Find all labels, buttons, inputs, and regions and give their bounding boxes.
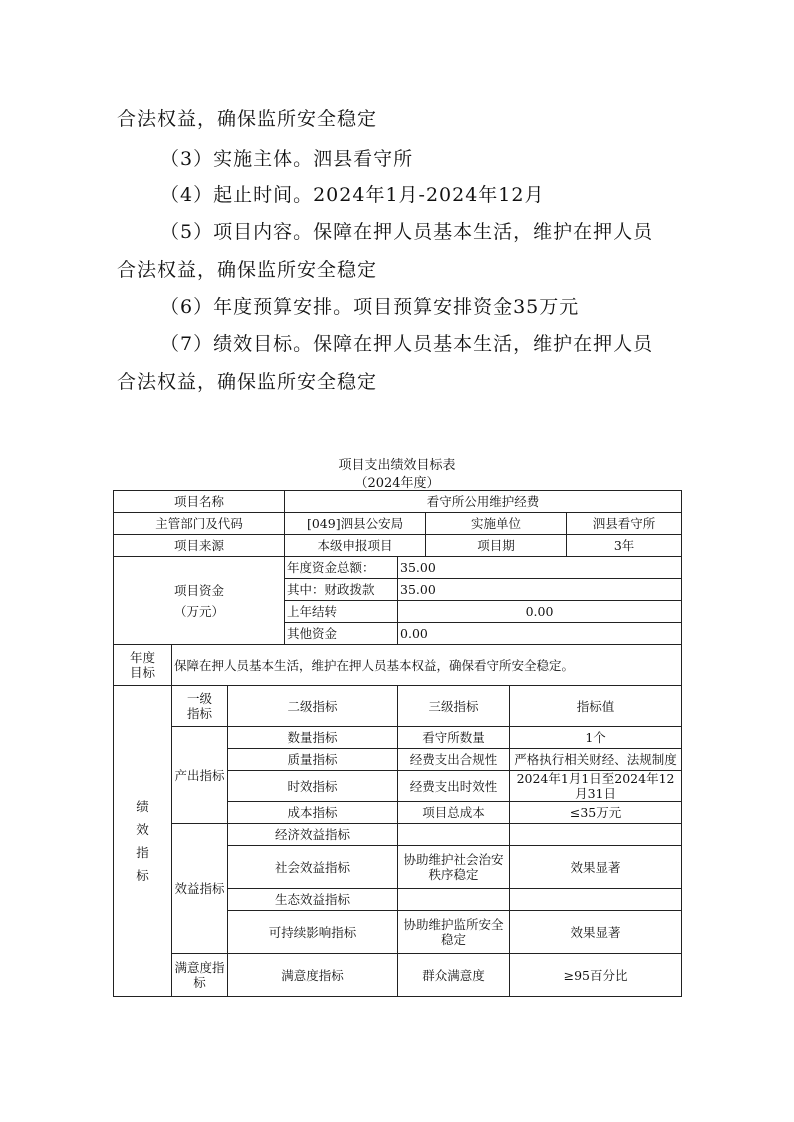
benefit-label: 效益指标 [172,824,228,954]
table-row [114,535,682,557]
table-row [114,645,682,686]
value-cell: ≤35万元 [510,802,682,824]
table-row [114,557,682,579]
table-row [114,513,682,535]
carryover: 0.00 [398,601,682,623]
level2-cell: 经济效益指标 [228,824,398,846]
value-cell: ≥95百分比 [510,954,682,997]
header-level2: 二级指标 [228,686,398,727]
table-row [114,824,682,846]
level3-cell [398,889,510,911]
funds-label [114,557,285,645]
level2-cell: 可持续影响指标 [228,911,398,954]
annual-total: 35.00 [398,557,682,579]
perf-label-char: 标 [136,868,149,883]
body-line: （4）起止时间。2024年1月-2024年12月 [160,184,545,206]
carryover-label: 上年结转 [285,601,398,623]
annual-total-label: 年度资金总额： [285,557,398,579]
annual-goal-label [114,645,172,686]
level3-cell: 群众满意度 [398,954,510,997]
level3-line: 稳定 [441,932,467,947]
level3-cell [398,824,510,846]
table-subtitle: （2024年度） [354,476,440,491]
value-cell [510,824,682,846]
project-name-label: 项目名称 [114,491,285,513]
level2-cell: 满意度指标 [228,954,398,997]
period-label: 项目期 [426,535,567,557]
project-name: 看守所公用维护经费 [285,491,682,513]
level3-line: 秩序稳定 [428,867,479,882]
value-cell [510,889,682,911]
body-line: 合法权益，确保监所安全稳定 [117,371,378,393]
perf-label-char: 效 [136,822,149,837]
level3-cell: 看守所数量 [398,727,510,749]
header-value: 指标值 [510,686,682,727]
body-line: （3）实施主体。泗县看守所 [160,148,414,170]
source-label: 项目来源 [114,535,285,557]
satisfaction-label-line: 标 [193,975,206,990]
table-row [114,686,682,727]
header-level1 [172,686,228,727]
value-cell: 效果显著 [510,911,682,954]
fiscal: 35.00 [398,579,682,601]
level3-cell: 项目总成本 [398,802,510,824]
perf-label [114,686,172,997]
annual-goal-label-line: 年度 [129,650,155,665]
value-cell: 效果显著 [510,846,682,889]
level2-cell: 成本指标 [228,802,398,824]
header-level1-line: 一级 [186,691,212,706]
table-title: 项目支出绩效目标表 [338,458,456,473]
table-row [114,727,682,749]
level3-line: 协助维护社会治安 [403,852,504,867]
value-cell: 1个 [510,727,682,749]
header-level1-line: 指标 [186,706,212,721]
impl-unit-label: 实施单位 [426,513,567,535]
dept-label: 主管部门及代码 [114,513,285,535]
dept: [049]泗县公安局 [285,513,426,535]
level3-cell: 经费支出时效性 [398,771,510,802]
other-label: 其他资金 [285,623,398,645]
value-cell: 严格执行相关财经、法规制度 [510,749,682,771]
body-line: 合法权益，确保监所安全稳定 [117,108,378,130]
satisfaction-label [172,954,228,997]
body-line: （7）绩效目标。保障在押人员基本生活，维护在押人员 [160,333,654,355]
performance-table [113,490,682,997]
impl-unit: 泗县看守所 [567,513,682,535]
level2-cell: 质量指标 [228,749,398,771]
funds-label-line: 项目资金 [174,582,225,598]
body-line: （6）年度预算安排。项目预算安排资金35万元 [160,296,580,318]
funds-label-line: （万元） [174,603,225,619]
table-row [114,954,682,997]
annual-goal-label-line: 目标 [129,665,155,680]
fiscal-label: 其中：财政拨款 [285,579,398,601]
annual-goal: 保障在押人员基本生活，维护在押人员基本权益，确保看守所安全稳定。 [172,645,682,686]
level3-cell [398,846,510,889]
output-label: 产出指标 [172,727,228,824]
table-row [114,491,682,513]
level3-cell [398,911,510,954]
perf-label-char: 指 [136,845,149,860]
value-cell: 2024年1月1日至2024年12月31日 [510,771,682,802]
level2-cell: 数量指标 [228,727,398,749]
perf-label-char: 绩 [136,799,149,814]
level2-cell: 社会效益指标 [228,846,398,889]
body-line: （5）项目内容。保障在押人员基本生活，维护在押人员 [160,221,654,243]
source: 本级申报项目 [285,535,426,557]
level3-line: 协助维护监所安全 [403,917,504,932]
body-line: 合法权益，确保监所安全稳定 [117,259,378,281]
satisfaction-label-line: 满意度指 [174,960,225,975]
period: 3年 [567,535,682,557]
header-level3: 三级指标 [398,686,510,727]
other: 0.00 [398,623,682,645]
level3-cell: 经费支出合规性 [398,749,510,771]
level2-cell: 生态效益指标 [228,889,398,911]
level2-cell: 时效指标 [228,771,398,802]
